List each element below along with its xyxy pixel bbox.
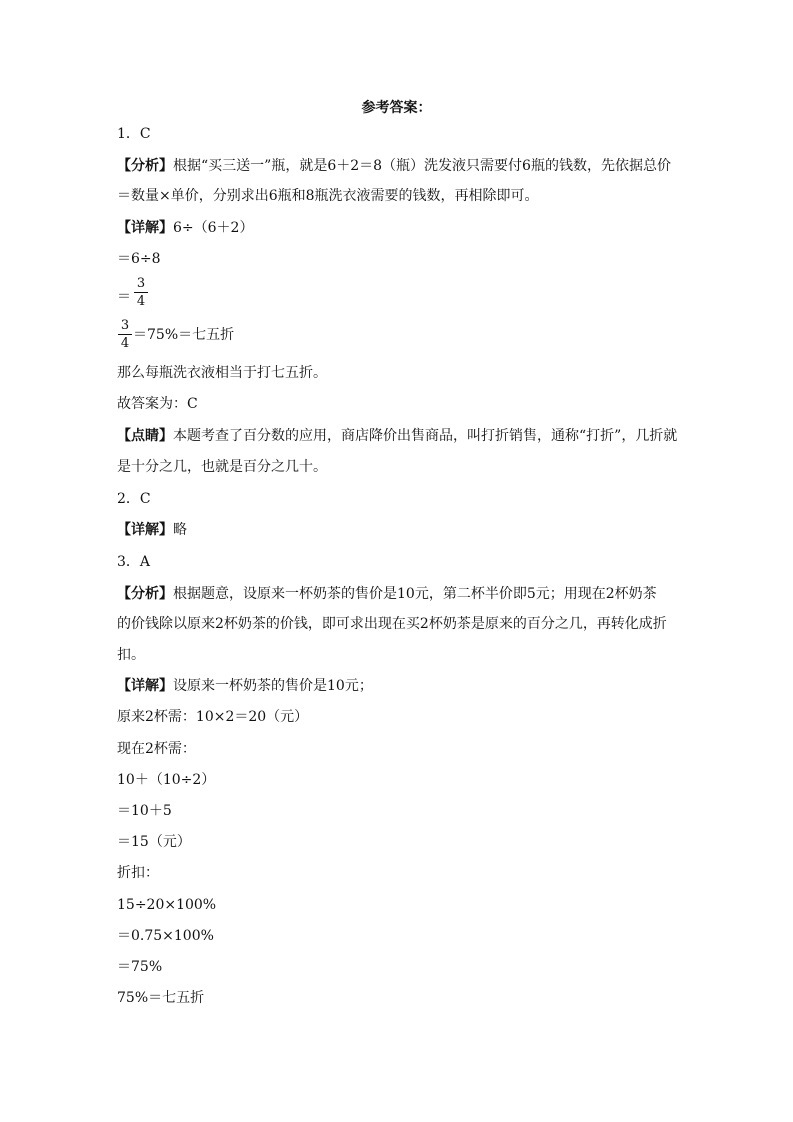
detail-tag: 【详解】 xyxy=(117,220,173,236)
q3-line-5: ＝10＋5 xyxy=(117,803,172,819)
comment-tag: 【点睛】 xyxy=(117,428,173,444)
q3-line-6: ＝15（元） xyxy=(117,834,191,850)
q1-analysis-line-1 xyxy=(117,157,671,175)
fraction-bar xyxy=(134,292,148,293)
q1-step-2: ＝6÷8 xyxy=(117,251,161,267)
q3-line-2: 原来2杯需：10×2＝20（元） xyxy=(117,709,309,725)
q1-comment-line-1 xyxy=(117,427,677,445)
fraction-bar xyxy=(118,334,132,335)
fraction-three-quarters xyxy=(134,276,148,309)
fraction-numerator: 3 xyxy=(136,276,146,291)
q3-analysis-line-3: 扣。 xyxy=(117,647,145,663)
q1-final-answer: 故答案为：C xyxy=(117,396,198,412)
q3-analysis-line-1 xyxy=(117,585,657,603)
fraction-denominator: 4 xyxy=(136,294,146,309)
q1-analysis-line-2: ＝数量×单价，分别求出6瓶和8瓶洗衣液需要的钱数，再相除即可。 xyxy=(117,188,539,204)
fraction-denominator: 4 xyxy=(120,336,130,351)
q1-detail-line-1 xyxy=(117,219,253,237)
fraction-numerator: 3 xyxy=(120,318,130,333)
q3-line-11: 75%＝七五折 xyxy=(117,990,205,1006)
detail-text: 设原来一杯奶茶的售价是10元； xyxy=(173,678,373,694)
q3-detail-line-1 xyxy=(117,677,373,695)
q3-line-9: ＝0.75×100% xyxy=(117,928,214,944)
q1-conclusion: 那么每瓶洗衣液相当于打七五折。 xyxy=(117,365,327,381)
detail-tag: 【详解】 xyxy=(117,678,173,694)
q3-line-7: 折扣： xyxy=(117,865,159,881)
analysis-text: 根据“买三送一”瓶，就是6＋2＝8（瓶）洗发液只需要付6瓶的钱数，先依据总价 xyxy=(173,158,671,174)
q3-line-8: 15÷20×100% xyxy=(117,897,217,913)
page-title: 参考答案： xyxy=(361,100,432,116)
q3-answer: 3．A xyxy=(117,554,151,570)
detail-text: 略 xyxy=(173,522,187,538)
q1-step-3-prefix: ＝ xyxy=(117,289,131,305)
q3-line-10: ＝75% xyxy=(117,959,163,975)
q1-answer: 1．C xyxy=(117,126,151,142)
detail-text: 6÷（6＋2） xyxy=(173,220,254,236)
analysis-tag: 【分析】 xyxy=(117,158,173,174)
q3-analysis-line-2: 的价钱除以原来2杯奶茶的价钱，即可求出现在买2杯奶茶是原来的百分之几，再转化成折 xyxy=(117,616,667,632)
analysis-text: 根据题意，设原来一杯奶茶的售价是10元，第二杯半价即5元；用现在2杯奶茶 xyxy=(173,586,657,602)
q3-line-4: 10＋（10÷2） xyxy=(117,772,216,788)
analysis-tag: 【分析】 xyxy=(117,586,173,602)
comment-text: 本题考查了百分数的应用，商店降价出售商品，叫打折销售，通称“打折”，几折就 xyxy=(173,428,678,444)
q1-comment-line-2: 是十分之几，也就是百分之几十。 xyxy=(117,459,327,475)
q3-line-3: 现在2杯需： xyxy=(117,741,196,757)
q1-step-4: ＝75%＝七五折 xyxy=(133,327,235,343)
q2-answer: 2．C xyxy=(117,491,151,507)
detail-tag: 【详解】 xyxy=(117,522,173,538)
fraction-three-quarters-2 xyxy=(118,318,132,351)
q2-detail xyxy=(117,521,187,539)
